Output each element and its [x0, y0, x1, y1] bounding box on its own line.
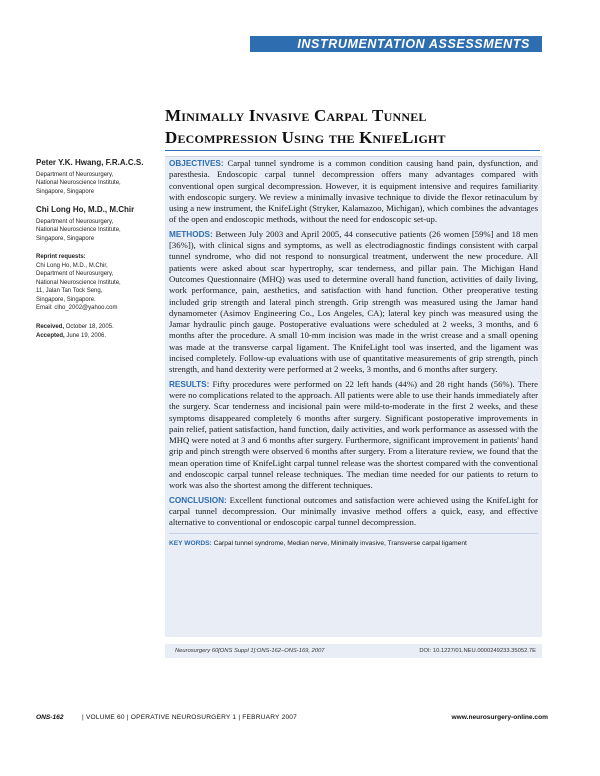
section-banner: [250, 36, 542, 52]
reprint-line: Department of Neurosurgery,: [36, 271, 114, 277]
abstract-results: [169, 379, 538, 492]
objectives-label: OBJECTIVES:: [169, 159, 224, 168]
results-text: Fifty procedures were performed on 22 left hands (44%) and 28 right hands (56%). There were no complications related to the approach. All patients were able to use their hands immediately after the surgery. Scar tenderness and incisional pain were mild-to-moderate in the first 2 weeks, and these symptoms disappeared completely 6 months after surgery. Significant postoperative improvements in pain relief, patient satisfaction, hand function, daily activities, and work performance as assessed with the MHQ were noted at 3 and 6 months after surgery. Furthermore, significant improvement in patients' hand grip and pinch strength were observed 6 months after surgery. From a literature review, we found that the mean operation time of KnifeLight carpal tunnel release was the shortest compared with the conventional and endoscopic carpal tunnel release techniques. The median time needed for our patients to return to work was also the shortest among the different techniques.: [169, 378, 538, 491]
received-date: [36, 323, 156, 332]
methods-label: METHODS:: [169, 229, 213, 239]
author-affiliation-line: Department of Neurosurgery,: [36, 171, 114, 178]
objectives-text: Carpal tunnel syndrome is a common condition causing hand pain, dysfunction, and paresthesia. Endoscopic carpal tunnel decompression offers many advantages compared with conventional open surgical decompression. However, it is equipment intensive and requires familiarity with endoscopic surgery. We review a minimally invasive technique to divide the flexor retinaculum by using a new instrument, the KnifeLight (Stryker, Kalamazoo, Michigan), which combines the advantages of the open and endoscopic methods, without the need for endoscopic set-up.: [169, 158, 538, 225]
accepted-date: [36, 332, 156, 341]
journal-citation: Neurosurgery 60[ONS Suppl 1]:ONS-162–ONS-169, 2007: [175, 648, 325, 654]
methods-text: Between July 2003 and April 2005, 44 consecutive patients (26 women [59%] and 18 men [36%]), with clinical signs and symptoms, as well as electrodiagnostic findings consistent with carpal tunnel syndrome, who did not respond to nonsurgical treatment, underwent the new procedure. All patients were asked about scar hypertrophy, scar tenderness, and pillar pain. The Michigan Hand Outcomes Questionnaire (MHQ) was used to determine overall hand function, activities of daily living, work performance, pain, aesthetics, and satisfaction with hand function. Other preoperative testing included grip strength and lateral pinch strength. Grip strength was measured using the Jamar hand dynamometer (Asimov Engineering Co., Los Angeles, CA); lateral key pinch was measured using the Jamar hydraulic pinch gauge. Postoperative evaluations were scheduled at 2 weeks, 3 months, and 6 months after the procedure. A small 10-mm incision was made in the wrist crease and a small opening was made at the transverse carpal ligament. The KnifeLight tool was inserted, and the ligament was incised completely. Follow-up evaluations with use of quantitative measurements of grip strength, pinch strength, and hand dexterity were performed at 2 weeks, 3 months, and 6 months after surgery.: [169, 228, 539, 375]
reprint-email[interactable]: Email: clho_2002@yahoo.com: [36, 305, 118, 311]
conclusion-label: CONCLUSION:: [169, 495, 227, 505]
author-block: [36, 206, 156, 243]
reprint-requests-title: Reprint requests:: [36, 254, 86, 260]
reprint-line: Singapore, Singapore.: [36, 296, 96, 303]
abstract-box: [165, 156, 542, 637]
website-link[interactable]: www.neurosurgery-online.com: [451, 714, 548, 721]
reprint-line: Chi Long Ho, M.D., M.Chir,: [36, 262, 108, 269]
article-title-line-1: Minimally Invasive Carpal Tunnel: [165, 106, 427, 125]
accepted-value: June 19, 2006.: [66, 333, 107, 339]
reprint-line: 11, Jalan Tan Tock Seng,: [36, 288, 103, 294]
author-affiliation-line: National Neuroscience Institute,: [36, 227, 121, 233]
keywords: [169, 533, 538, 549]
page-footer: [36, 714, 548, 726]
received-label: Received,: [36, 323, 65, 330]
author-block: [36, 159, 156, 196]
article-title: [165, 105, 565, 149]
issue-info: | VOLUME 60 | OPERATIVE NEUROSURGERY 1 | FEBRUARY 2007: [82, 714, 298, 721]
conclusion-text: Excellent functional outcomes and satisfaction were achieved using the KnifeLight for carpal tunnel decompression. Our minimally invasive method offers a quick, easy, and effective alternative to conventional or endoscopic carpal tunnel decompression.: [169, 494, 538, 528]
author-affiliation-line: Singapore, Singapore: [36, 235, 95, 242]
received-value: October 18, 2005.: [65, 323, 114, 330]
submission-dates: [36, 323, 156, 341]
accepted-label: Accepted,: [36, 333, 65, 339]
abstract-methods: [169, 229, 538, 376]
section-banner-label: INSTRUMENTATION ASSESSMENTS: [297, 37, 530, 51]
author-name: Peter Y.K. Hwang, F.R.A.C.S.: [36, 158, 144, 167]
article-title-line-2: Decompression Using the KnifeLight: [165, 128, 446, 147]
reprint-line: National Neuroscience Institute,: [36, 279, 121, 286]
title-divider: [165, 150, 540, 151]
keywords-text: Carpal tunnel syndrome, Median nerve, Minimally invasive, Transverse carpal ligament: [213, 539, 467, 547]
author-sidebar: [36, 156, 156, 342]
abstract-objectives: [169, 158, 538, 226]
results-label: RESULTS:: [169, 379, 210, 389]
keywords-label: KEY WORDS:: [169, 539, 212, 547]
reprint-requests: [36, 253, 156, 313]
author-affiliation-line: Singapore, Singapore: [36, 188, 95, 195]
author-name: Chi Long Ho, M.D., M.Chir: [36, 205, 135, 214]
author-affiliation-line: National Neuroscience Institute,: [36, 180, 121, 186]
page-number: ONS-162: [36, 714, 64, 721]
abstract-conclusion: [169, 495, 538, 529]
doi-link[interactable]: DOI: 10.1227/01.NEU.0000249233.35052.7E: [419, 648, 536, 654]
author-affiliation-line: Department of Neurosurgery,: [36, 218, 114, 225]
citation-bar: [165, 644, 542, 658]
